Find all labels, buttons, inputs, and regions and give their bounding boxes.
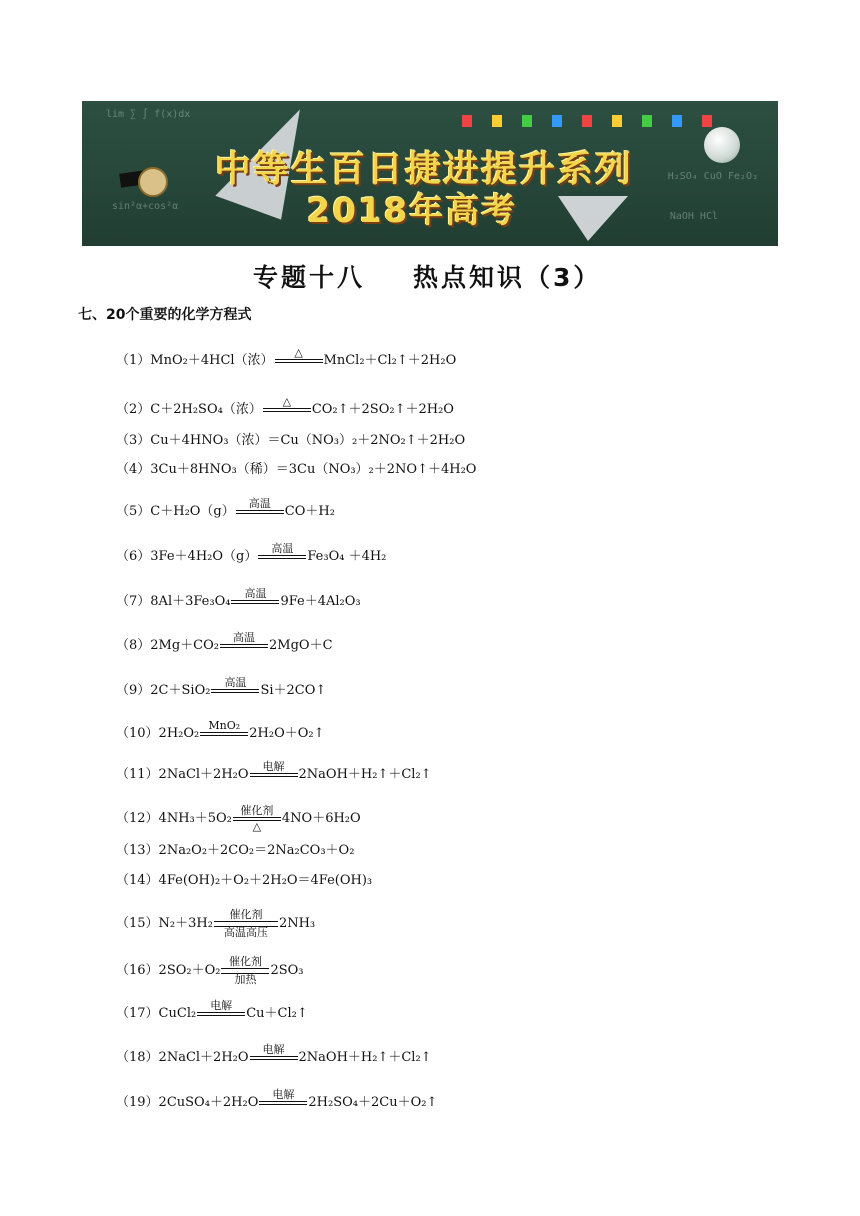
topic-subtitle: 热点知识（3） <box>413 263 602 292</box>
equation-reactants: 2NaCl＋2H₂O <box>158 1050 249 1065</box>
equation-number: （18） <box>116 1050 159 1065</box>
equation-row <box>116 761 432 788</box>
condition-above: 高温 <box>244 587 267 600</box>
condition-above: 催化剂 <box>229 908 263 921</box>
equation-products: 4NO＋6H₂O <box>281 811 361 826</box>
equation-row <box>116 429 465 448</box>
condition-below <box>258 1105 308 1116</box>
reaction-condition <box>262 396 312 423</box>
condition-below <box>219 648 269 659</box>
equation-row <box>116 1089 437 1116</box>
equation-number: （17） <box>116 1006 159 1021</box>
reversible-arrow <box>213 909 279 938</box>
topic-title: 专题十八 <box>253 263 366 292</box>
equation-products: 2H₂SO₄＋2Cu＋O₂↑ <box>308 1095 438 1110</box>
equation-number: （8） <box>116 638 151 653</box>
equation-row <box>116 396 454 423</box>
equation-row <box>116 543 386 570</box>
reaction-condition <box>230 588 280 615</box>
condition-above: 电解 <box>262 1043 285 1056</box>
equation-number: （10） <box>116 726 159 741</box>
reaction-condition <box>210 677 260 704</box>
equation-number: （11） <box>116 767 159 782</box>
condition-below <box>210 693 260 704</box>
equation-number: （6） <box>116 549 151 564</box>
reaction-condition <box>235 498 285 525</box>
banner-title: 中等生百日捷进提升系列 <box>214 149 633 190</box>
equation-row <box>116 956 304 985</box>
chalk-decoration: lim ∑ ∫ f(x)dx <box>106 109 191 120</box>
equation-row <box>116 498 335 525</box>
chalk-decoration: H₂SO₄ CuO Fe₂O₃ <box>667 171 758 182</box>
equation-reactants: 2Mg＋CO₂ <box>150 638 220 653</box>
reaction-condition <box>249 761 299 788</box>
reaction-condition <box>274 347 324 374</box>
condition-below <box>249 777 299 788</box>
equation-number: （14） <box>116 873 159 888</box>
equation-products: 9Fe＋4Al₂O₃ <box>280 594 361 609</box>
equation-reactants: 3Fe＋4H₂O（g） <box>150 549 258 564</box>
equation-text: 3Cu＋8HNO₃（稀）＝3Cu（NO₃）₂＋2NO↑＋4H₂O <box>150 462 477 477</box>
equation-row <box>116 458 476 477</box>
condition-below <box>274 363 324 374</box>
reaction-condition <box>219 632 269 659</box>
condition-below <box>257 559 307 570</box>
equation-number: （9） <box>116 683 151 698</box>
equals-sign <box>221 968 269 974</box>
reaction-condition <box>249 1044 299 1071</box>
equation-products: 2NH₃ <box>278 916 316 931</box>
chalk-decoration: NaOH HCl <box>669 211 718 222</box>
equation-products: 2NaOH＋H₂↑＋Cl₂↑ <box>298 1050 432 1065</box>
equation-reactants: N₂＋3H₂ <box>158 916 213 931</box>
equation-number: （15） <box>116 916 159 931</box>
banner-subtitle: 2018年高考 <box>306 191 518 231</box>
equation-reactants: 2H₂O₂ <box>158 726 200 741</box>
equation-number: （3） <box>116 433 151 448</box>
equation-row <box>116 677 326 704</box>
equation-reactants: MnO₂＋4HCl（浓） <box>150 353 274 368</box>
equation-text: Cu＋4HNO₃（浓）＝Cu（NO₃）₂＋2NO₂↑＋2H₂O <box>150 433 466 448</box>
condition-above: 电解 <box>210 999 233 1012</box>
condition-below: 高温高压 <box>223 926 268 939</box>
equation-reactants: 4NH₃＋5O₂ <box>158 811 232 826</box>
condition-above: 高温 <box>233 631 256 644</box>
equation-row <box>116 1044 432 1071</box>
equation-row <box>116 839 354 858</box>
equation-products: 2H₂O＋O₂↑ <box>249 726 325 741</box>
equation-products: CO＋H₂ <box>284 504 335 519</box>
equals-sign <box>214 921 278 927</box>
equation-text: 4Fe(OH)₂＋O₂＋2H₂O＝4Fe(OH)₃ <box>158 873 373 888</box>
condition-above: MnO₂ <box>208 719 241 732</box>
condition-below <box>249 1060 299 1071</box>
reaction-condition <box>258 1089 308 1116</box>
condition-above: 催化剂 <box>228 955 262 968</box>
condition-above: 高温 <box>224 676 247 689</box>
equation-row <box>116 909 315 938</box>
equation-row <box>116 632 333 659</box>
reaction-condition <box>199 720 249 747</box>
equation-number: （1） <box>116 353 151 368</box>
condition-below <box>199 736 249 747</box>
equation-row <box>116 720 325 747</box>
equation-reactants: 2SO₂＋O₂ <box>158 963 221 978</box>
condition-above: △ <box>294 346 303 359</box>
equation-number: （13） <box>116 843 159 858</box>
condition-below <box>262 412 312 423</box>
equation-text: 2Na₂O₂＋2CO₂＝2Na₂CO₃＋O₂ <box>158 843 355 858</box>
equation-number: （4） <box>116 462 151 477</box>
equation-row <box>116 347 456 374</box>
equation-products: CO₂↑＋2SO₂↑＋2H₂O <box>311 402 454 417</box>
equation-products: 2NaOH＋H₂↑＋Cl₂↑ <box>298 767 432 782</box>
condition-above: 高温 <box>271 542 294 555</box>
topic-heading <box>253 258 601 294</box>
equation-products: Cu＋Cl₂↑ <box>246 1006 308 1021</box>
equation-row <box>116 588 361 615</box>
equation-products: 2SO₃ <box>270 963 304 978</box>
equation-reactants: 2CuSO₄＋2H₂O <box>158 1095 259 1110</box>
equation-row <box>116 805 361 832</box>
condition-below: △ <box>252 820 262 833</box>
condition-above: 催化剂 <box>240 804 274 817</box>
condition-below: 加热 <box>234 973 257 986</box>
equation-number: （7） <box>116 594 151 609</box>
equation-reactants: 2C＋SiO₂ <box>150 683 211 698</box>
equation-row <box>116 869 372 888</box>
condition-below <box>235 514 285 525</box>
bunting-decoration <box>462 115 732 139</box>
equation-reactants: CuCl₂ <box>158 1006 197 1021</box>
equation-products: 2MgO＋C <box>269 638 333 653</box>
equation-number: （19） <box>116 1095 159 1110</box>
equation-reactants: 8Al＋3Fe₃O₄ <box>150 594 231 609</box>
condition-below <box>230 604 280 615</box>
equation-row <box>116 1000 308 1027</box>
equation-number: （12） <box>116 811 159 826</box>
equation-products: Fe₃O₄ ＋4H₂ <box>307 549 387 564</box>
condition-below <box>196 1016 246 1027</box>
header-banner <box>82 101 778 246</box>
equation-products: MnCl₂＋Cl₂↑＋2H₂O <box>323 353 457 368</box>
condition-above: △ <box>282 395 292 408</box>
equation-reactants: C＋H₂O（g） <box>150 504 235 519</box>
section-title: 七、20个重要的化学方程式 <box>78 307 252 323</box>
equation-reactants: 2NaCl＋2H₂O <box>158 767 249 782</box>
equation-products: Si＋2CO↑ <box>260 683 327 698</box>
reaction-condition <box>196 1000 246 1027</box>
condition-above: 电解 <box>262 760 285 773</box>
reaction-condition <box>232 805 282 832</box>
equation-reactants: C＋2H₂SO₄（浓） <box>150 402 262 417</box>
reaction-condition <box>257 543 307 570</box>
condition-above: 电解 <box>272 1088 295 1101</box>
equation-number: （16） <box>116 963 159 978</box>
equation-number: （5） <box>116 504 151 519</box>
condition-above: 高温 <box>248 497 271 510</box>
reversible-arrow <box>220 956 270 985</box>
equation-number: （2） <box>116 402 151 417</box>
chalk-decoration: sin²α+cos²α <box>112 201 179 212</box>
